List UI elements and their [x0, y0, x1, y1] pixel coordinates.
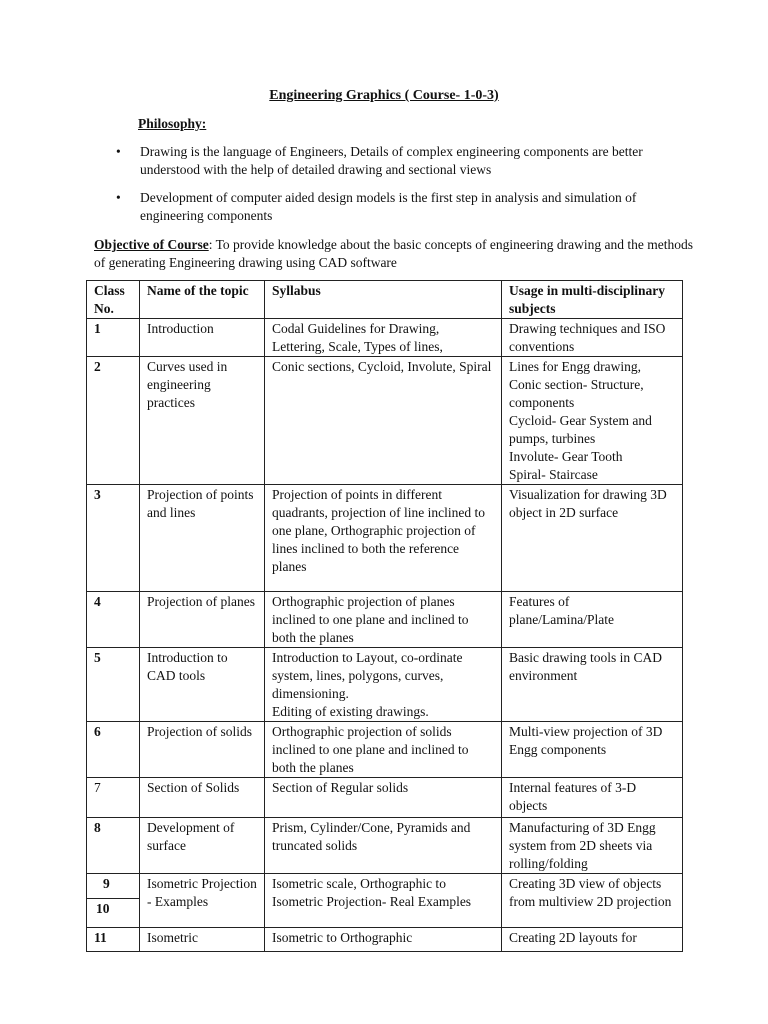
class-number: 9	[103, 876, 110, 891]
bullet-text: Drawing is the language of Engineers, Details of complex engineering components are better understood with the help of detailed drawing and sectional views	[140, 144, 643, 177]
table-row	[87, 319, 683, 357]
bullet-item	[116, 143, 686, 179]
cell-syllabus: Section of Regular solids	[265, 778, 502, 818]
bullet-icon: •	[116, 190, 121, 205]
header-topic: Name of the topic	[140, 281, 265, 319]
header-usage: Usage in multi-disciplinary subjects	[502, 281, 683, 319]
cell-usage: Basic drawing tools in CAD environment	[502, 648, 683, 722]
cell-usage: Visualization for drawing 3D object in 2D surface	[502, 485, 683, 592]
cell-topic: Projection of planes	[140, 592, 265, 648]
cell-topic: Development of surface	[140, 818, 265, 874]
header-class-no: Class No.	[87, 281, 140, 319]
cell-usage: Creating 3D view of objects from multiview 2D projection	[502, 874, 683, 928]
cell-topic: Projection of solids	[140, 722, 265, 778]
bullet-text: Development of computer aided design models is the first step in analysis and simulation of engineering components	[140, 190, 637, 223]
cell-topic: Isometric Projection - Examples	[140, 874, 265, 928]
cell-usage: Lines for Engg drawing, Conic section- Structure, components Cycloid- Gear System and pumps, turbines Involute- Gear Tooth Spiral- Staircase	[502, 357, 683, 485]
class-number: 10	[87, 898, 139, 922]
cell-topic: Projection of points and lines	[140, 485, 265, 592]
cell-class-no: 3	[87, 485, 140, 592]
cell-class-no: 4	[87, 592, 140, 648]
document-title: Engineering Graphics ( Course- 1-0-3)	[269, 88, 499, 103]
cell-topic: Introduction to CAD tools	[140, 648, 265, 722]
objective-label: Objective of Course	[94, 237, 209, 252]
bullet-icon: •	[116, 144, 121, 159]
cell-class-no: 1	[87, 319, 140, 357]
cell-topic: Curves used in engineering practices	[140, 357, 265, 485]
cell-class-no: 2	[87, 357, 140, 485]
cell-usage: Features of plane/Lamina/Plate	[502, 592, 683, 648]
cell-class-no: 5	[87, 648, 140, 722]
table-row	[87, 592, 683, 648]
cell-class-no: 8	[87, 818, 140, 874]
header-syllabus: Syllabus	[265, 281, 502, 319]
cell-class-no: 7	[87, 778, 140, 818]
table-row	[87, 357, 683, 485]
cell-class-no: 6	[87, 722, 140, 778]
cell-syllabus: Projection of points in different quadrants, projection of line inclined to one plane, Orthographic projection of lines inclined to both the reference planes	[265, 485, 502, 592]
cell-syllabus: Orthographic projection of solids inclined to one plane and inclined to both the planes	[265, 722, 502, 778]
philosophy-heading: Philosophy:	[138, 116, 207, 131]
objective-paragraph	[94, 236, 694, 272]
cell-usage: Manufacturing of 3D Engg system from 2D sheets via rolling/folding	[502, 818, 683, 874]
cell-usage: Internal features of 3-D objects	[502, 778, 683, 818]
table-row	[87, 722, 683, 778]
cell-syllabus: Conic sections, Cycloid, Involute, Spiral	[265, 357, 502, 485]
cell-class-no: 11	[87, 928, 140, 952]
objective-text: : To provide knowledge about the basic concepts of engineering drawing and the methods of generating Engineering drawing using CAD software	[94, 237, 694, 270]
table-row	[87, 778, 683, 818]
table-row	[87, 874, 683, 928]
cell-syllabus: Introduction to Layout, co-ordinate system, lines, polygons, curves, dimensioning. Editing of existing drawings.	[265, 648, 502, 722]
cell-topic: Section of Solids	[140, 778, 265, 818]
table-row	[87, 818, 683, 874]
bullet-item	[116, 189, 686, 225]
cell-usage: Drawing techniques and ISO conventions	[502, 319, 683, 357]
cell-syllabus: Isometric scale, Orthographic to Isometric Projection- Real Examples	[265, 874, 502, 928]
table-row	[87, 648, 683, 722]
cell-syllabus: Orthographic projection of planes inclined to one plane and inclined to both the planes	[265, 592, 502, 648]
syllabus-table	[86, 280, 683, 952]
cell-topic: Introduction	[140, 319, 265, 357]
cell-syllabus: Isometric to Orthographic	[265, 928, 502, 952]
cell-syllabus: Codal Guidelines for Drawing, Lettering, Scale, Types of lines,	[265, 319, 502, 357]
table-header-row	[87, 281, 683, 319]
philosophy-bullets	[116, 143, 686, 235]
cell-syllabus: Prism, Cylinder/Cone, Pyramids and truncated solids	[265, 818, 502, 874]
cell-usage: Creating 2D layouts for	[502, 928, 683, 952]
table-row	[87, 485, 683, 592]
cell-topic: Isometric	[140, 928, 265, 952]
table-row	[87, 928, 683, 952]
cell-class-no	[87, 874, 140, 928]
cell-usage: Multi-view projection of 3D Engg components	[502, 722, 683, 778]
